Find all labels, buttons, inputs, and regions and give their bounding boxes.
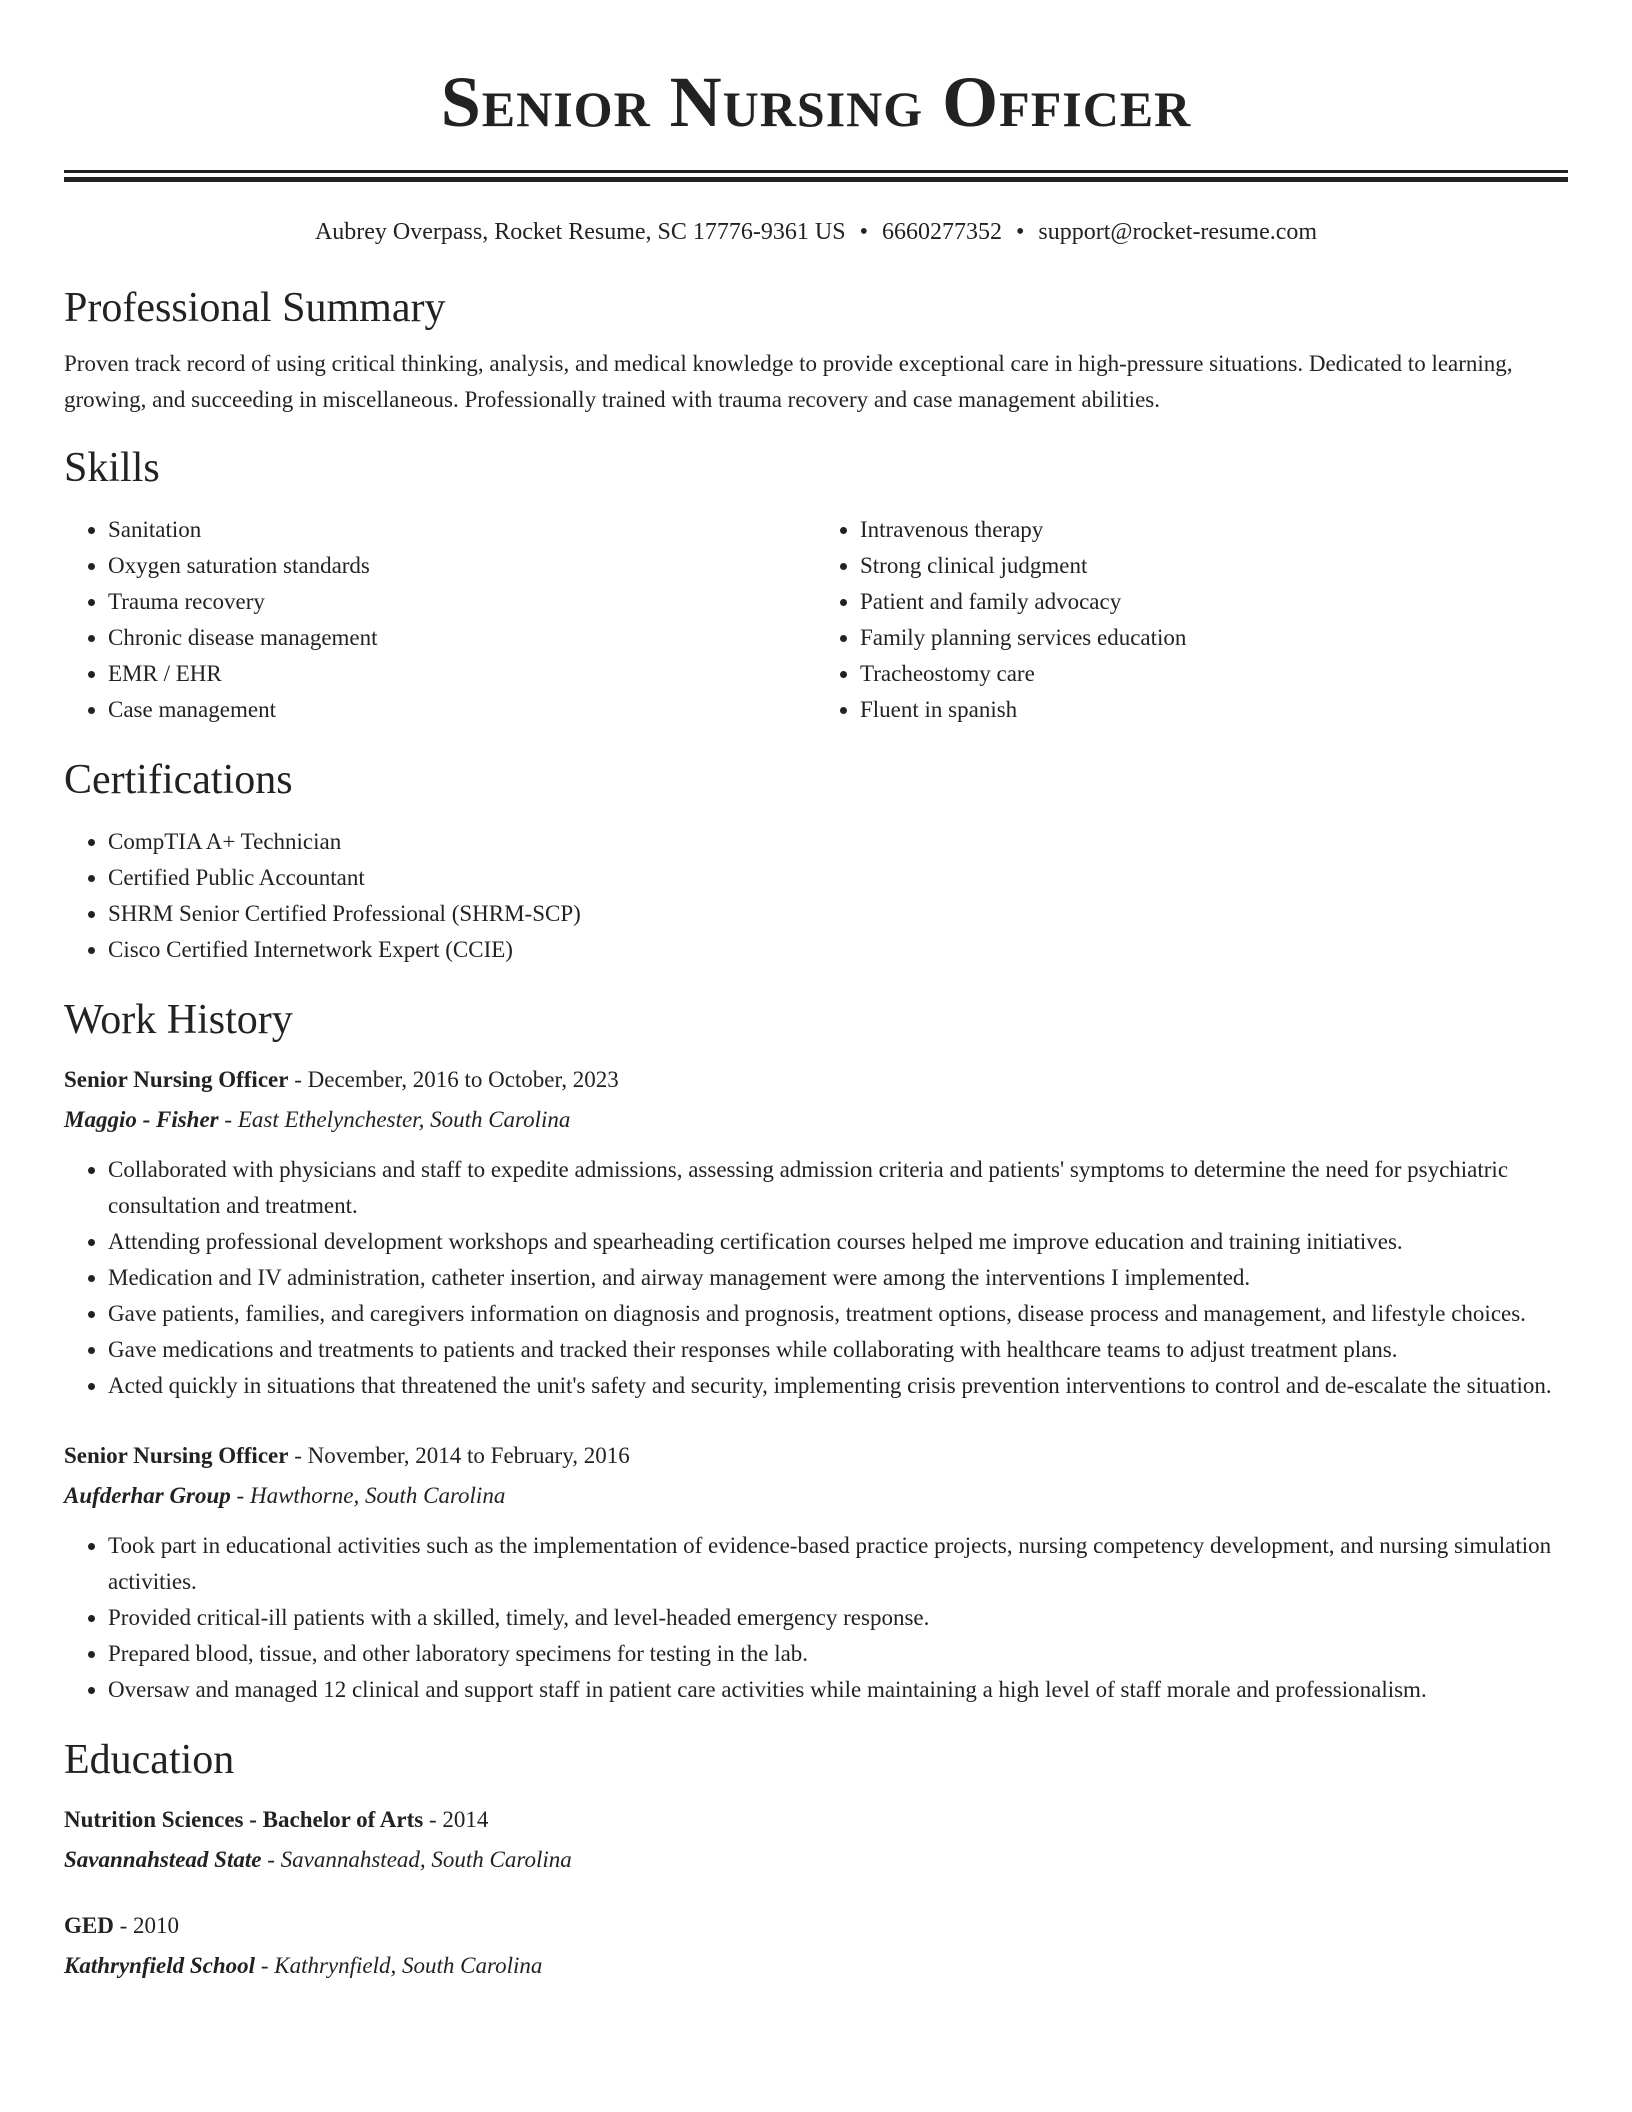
- certification-item: • Cisco Certified Internetwork Expert (CCIE): [108, 932, 1568, 968]
- education-entry: [64, 1908, 1568, 1984]
- skill-item: • EMR / EHR: [108, 656, 816, 692]
- job-bullet: • Prepared blood, tissue, and other laboratory specimens for testing in the lab.: [108, 1636, 1568, 1672]
- education-entry: [64, 1802, 1568, 1878]
- summary-section: [64, 282, 1568, 418]
- job-company-line: [64, 1102, 1568, 1138]
- job-dates: November, 2014 to February, 2016: [307, 1443, 630, 1468]
- education-degree: GED: [64, 1913, 114, 1938]
- job-bullet: • Medication and IV administration, catheter insertion, and airway management were among the interventions I implemented.: [108, 1260, 1568, 1296]
- job-title: Senior Nursing Officer: [64, 1443, 289, 1468]
- summary-heading: Professional Summary: [64, 285, 446, 331]
- contact-separator: •: [859, 219, 868, 245]
- certification-item: • SHRM Senior Certified Professional (SHRM-SCP): [108, 896, 1568, 932]
- education-location: Savannahstead, South Carolina: [280, 1847, 572, 1872]
- skills-columns: [64, 512, 1568, 728]
- job-title-line: [64, 1438, 1568, 1474]
- contact-line: [64, 216, 1568, 248]
- job-bullet-list: [64, 1528, 1568, 1708]
- education-school-line: [64, 1948, 1568, 1984]
- contact-address: Aubrey Overpass, Rocket Resume, SC 17776-9361 US: [314, 219, 846, 245]
- skills-section: [64, 442, 1568, 728]
- contact-phone: 6660277352: [881, 219, 1002, 245]
- education-dash: -: [255, 1953, 275, 1978]
- certification-item: • Certified Public Accountant: [108, 860, 1568, 896]
- education-year: 2014: [442, 1807, 489, 1832]
- education-school-line: [64, 1842, 1568, 1878]
- job-dash: -: [288, 1443, 308, 1468]
- education-degree-line: [64, 1802, 1568, 1838]
- job-entry: [64, 1438, 1568, 1708]
- contact-email: support@rocket-resume.com: [1038, 219, 1318, 245]
- education-section: [64, 1734, 1568, 1984]
- summary-text: Proven track record of using critical thinking, analysis, and medical knowledge to provide exceptional care in high-pressure situations. Dedicated to learning, growing, and succeeding in miscellaneous. Professionally trained with trauma recovery and case management abilities.: [64, 351, 1513, 412]
- job-dash: -: [218, 1107, 238, 1132]
- skill-item: • Tracheostomy care: [860, 656, 1568, 692]
- job-bullet: • Gave medications and treatments to patients and tracked their responses while collaborating with healthcare teams to adjust treatment plans.: [108, 1332, 1568, 1368]
- work-history-section: [64, 994, 1568, 1708]
- skill-item: • Fluent in spanish: [860, 692, 1568, 728]
- skill-item: • Trauma recovery: [108, 584, 816, 620]
- skill-item: • Case management: [108, 692, 816, 728]
- skill-item: • Chronic disease management: [108, 620, 816, 656]
- skills-list-left: [64, 512, 816, 728]
- job-location: Hawthorne, South Carolina: [249, 1483, 506, 1508]
- job-dates: December, 2016 to October, 2023: [307, 1067, 619, 1092]
- job-company: Maggio - Fisher: [64, 1107, 219, 1132]
- education-school: Kathrynfield School: [64, 1953, 256, 1978]
- work-history-heading: Work History: [64, 997, 293, 1043]
- education-school: Savannahstead State: [64, 1847, 262, 1872]
- education-dash: -: [423, 1807, 443, 1832]
- job-entry: [64, 1062, 1568, 1404]
- job-title-line: [64, 1062, 1568, 1098]
- education-year: 2010: [133, 1913, 180, 1938]
- education-dash: -: [261, 1847, 281, 1872]
- job-title: Senior Nursing Officer: [64, 1067, 289, 1092]
- education-degree-line: [64, 1908, 1568, 1944]
- skill-item: • Intravenous therapy: [860, 512, 1568, 548]
- job-bullet: • Provided critical-ill patients with a skilled, timely, and level-headed emergency response.: [108, 1600, 1568, 1636]
- job-bullet: • Took part in educational activities such as the implementation of evidence-based practice projects, nursing competency development, and nursing simulation activities.: [108, 1528, 1568, 1600]
- certifications-list: [64, 824, 1568, 968]
- education-dash: -: [113, 1913, 134, 1938]
- certifications-heading: Certifications: [64, 757, 293, 803]
- skill-item: • Oxygen saturation standards: [108, 548, 816, 584]
- contact-separator: •: [1015, 219, 1025, 245]
- job-company-line: [64, 1478, 1568, 1514]
- certifications-section: [64, 754, 1568, 968]
- certification-item: • CompTIA A+ Technician: [108, 824, 1568, 860]
- skill-item: • Patient and family advocacy: [860, 584, 1568, 620]
- job-bullet: • Collaborated with physicians and staff to expedite admissions, assessing admission criteria and patients' symptoms to determine the need for psychiatric consultation and treatment.: [108, 1152, 1568, 1224]
- resume-title: Senior Nursing Officer: [440, 62, 1192, 142]
- education-degree: Nutrition Sciences - Bachelor of Arts: [64, 1807, 424, 1832]
- education-heading: Education: [64, 1737, 235, 1783]
- skills-heading: Skills: [64, 445, 160, 491]
- skill-item: • Strong clinical judgment: [860, 548, 1568, 584]
- job-bullet-list: [64, 1152, 1568, 1404]
- job-bullet: • Gave patients, families, and caregivers information on diagnosis and prognosis, treatment options, disease process and management, and lifestyle choices.: [108, 1296, 1568, 1332]
- job-bullet: • Acted quickly in situations that threatened the unit's safety and security, implementing crisis prevention interventions to control and de-escalate the situation.: [108, 1368, 1568, 1404]
- job-dash: -: [288, 1067, 308, 1092]
- education-location: Kathrynfield, South Carolina: [274, 1953, 543, 1978]
- job-bullet: • Oversaw and managed 12 clinical and support staff in patient care activities while maintaining a high level of staff morale and professionalism.: [108, 1672, 1568, 1708]
- job-location: East Ethelynchester, South Carolina: [237, 1107, 571, 1132]
- job-bullet: • Attending professional development workshops and spearheading certification courses helped me improve education and training initiatives.: [108, 1224, 1568, 1260]
- job-company: Aufderhar Group: [64, 1483, 231, 1508]
- skill-item: • Family planning services education: [860, 620, 1568, 656]
- job-dash: -: [230, 1483, 250, 1508]
- skill-item: • Sanitation: [108, 512, 816, 548]
- skills-list-right: [816, 512, 1568, 728]
- title-divider: [64, 170, 1568, 182]
